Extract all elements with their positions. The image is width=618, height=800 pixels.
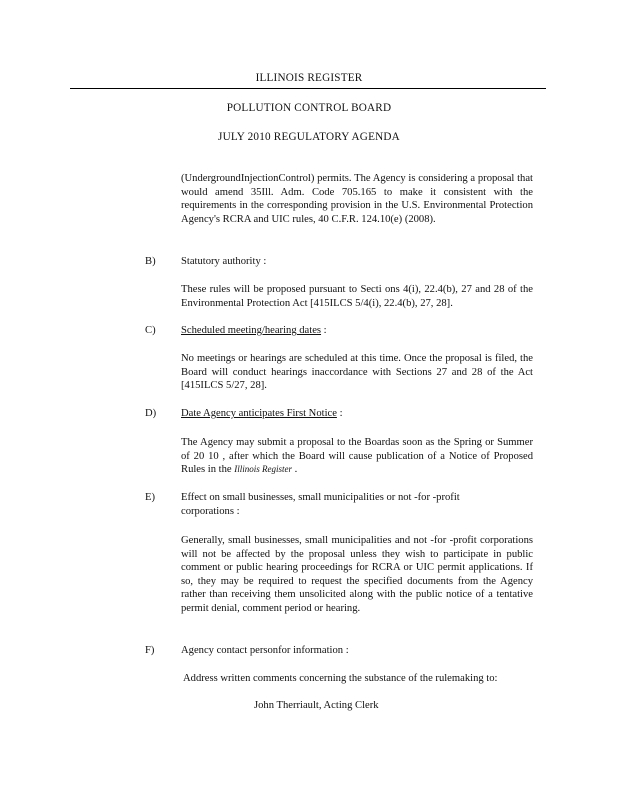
section-b-letter: B) [145,256,156,267]
section-f-letter: F) [145,645,155,656]
register-title: ILLINOIS REGISTER [255,72,363,84]
header-rule [70,88,546,89]
section-e-letter: E) [145,492,155,503]
section-c-heading-text: Scheduled meeting/hearing dates [181,325,322,336]
section-f-body: Address written comments concerning the substance of the rulemaking to: [183,673,498,684]
illinois-register-italic: Illinois Register [234,464,293,475]
contact-name: John Therriault, Acting Clerk [254,700,379,711]
section-e-heading-line1: Effect on small businesses, small municipalities or not -for -profit [181,492,460,503]
agenda-title: JULY 2010 REGULATORY AGENDA [218,131,400,143]
section-d-heading [181,408,343,419]
section-d-body [181,436,533,477]
section-c-body: No meetings or hearings are scheduled at this time. Once the proposal is filed, the Board will conduct hearings inaccordance with Sections 27 and 28 of the Act [415ILCS 5/27, 28]. [181,353,533,392]
section-d-body-text: The Agency may submit a proposal to the Boardas soon as the Spring or Summer of 20 10 , after which the Board will cause publication of a Notice of Proposed Rules in the [181,437,533,476]
section-e-heading-line2: corporations : [181,506,240,517]
section-c-letter: C) [145,325,156,336]
section-f-heading: Agency contact personfor information : [181,645,349,656]
section-b-body: These rules will be proposed pursuant to Secti ons 4(i), 22.4(b), 27 and 28 of the Environmental Protection Act [415ILCS 5/4(i), 22.4(b), 27, 28]. [181,284,533,309]
section-d-heading-colon: : [336,408,343,419]
section-b-heading: Statutory authority : [181,256,267,267]
board-title: POLLUTION CONTROL BOARD [226,102,392,114]
section-d-body-end: . [292,464,298,476]
intro-paragraph: (UndergroundInjectionControl) permits. The Agency is considering a proposal that would amend 35Ill. Adm. Code 705.165 to make it consistent with the requirements in the corresponding provision in the U.S. Environmental Protection Agency's RCRA and UIC rules, 40 C.F.R. 124.10(e) (2008). [181,173,533,225]
section-d-letter: D) [145,408,157,419]
section-e-body: Generally, small businesses, small municipalities and not -for -profit corporations will not be affected by the proposal unless they wish to participate in public comment or public hearing proceedings for RCRA or UIC permit applications. If so, they may be required to request the specified documents from the Agency rather than receiving them unsolicited along with the public notice of a tentative permit denial, comment period or hearing. [181,535,533,614]
section-c-heading-colon: : [321,325,327,336]
section-d-heading-text: Date Agency anticipates First Notice [181,408,337,419]
section-c-heading [181,325,327,336]
